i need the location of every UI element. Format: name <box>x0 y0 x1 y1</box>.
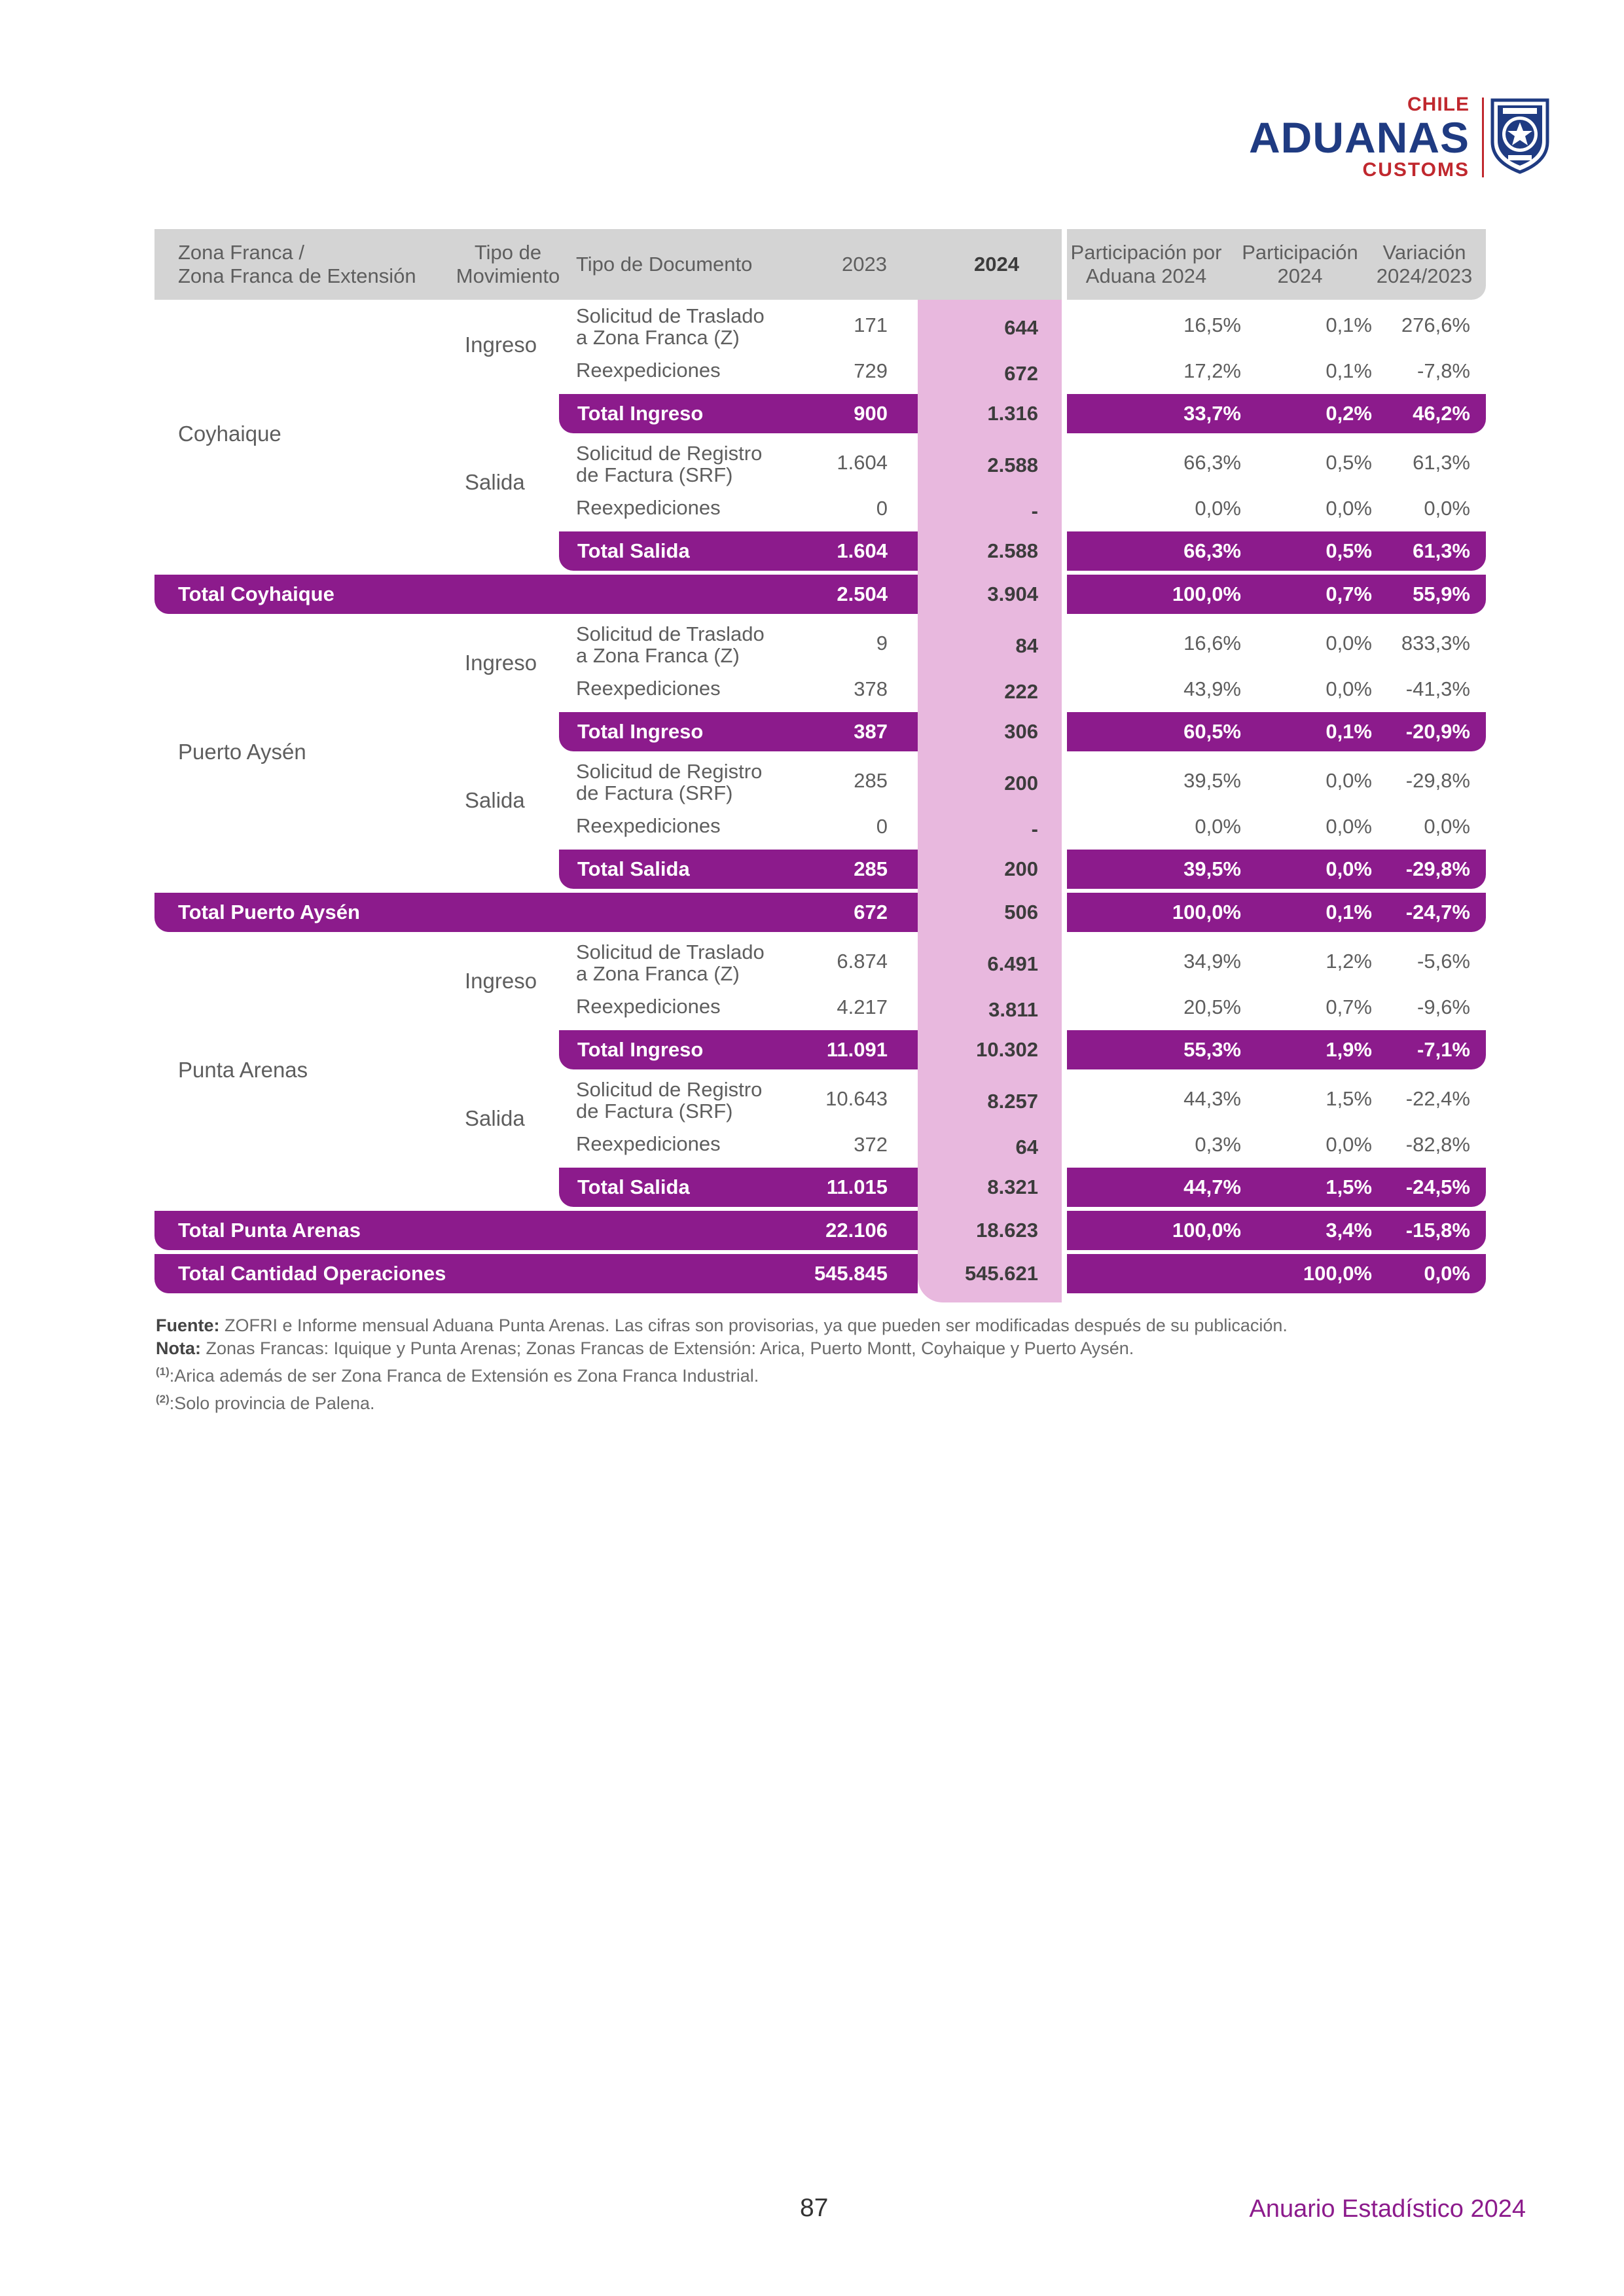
movement-total-row-label: Total Ingreso <box>577 402 704 425</box>
movement-total-row-participacion-aduana: 60,5% <box>1183 720 1241 743</box>
logo-chile: CHILE <box>1407 94 1470 115</box>
col-header-variacion-line2: 2024/2023 <box>1376 264 1473 287</box>
col-header-tipo-movimiento-line1: Tipo de <box>474 241 542 264</box>
doc-type-cell <box>576 996 721 1017</box>
note-nota <box>156 1337 1288 1360</box>
col-header-participacion-line2: 2024 <box>1277 264 1323 287</box>
zone-total-row-participacion: 0,7% <box>1326 583 1372 605</box>
footnote-2-mark: (2) <box>156 1393 170 1405</box>
movement-total-row-2024: 10.302 <box>976 1038 1038 1061</box>
value-2023: 285 <box>854 769 888 792</box>
movement-total-row-label: Total Salida <box>577 539 690 562</box>
value-2023: 1.604 <box>837 451 888 474</box>
col-header-variacion-line1: Variación <box>1382 241 1466 264</box>
movement-total-row-2023: 285 <box>854 857 888 880</box>
value-2024: 200 <box>1004 772 1038 795</box>
doc-type-line1: Reexpediciones <box>576 814 721 837</box>
value-participacion: 0,1% <box>1326 314 1372 336</box>
value-participacion: 0,0% <box>1326 632 1372 655</box>
movement-total-row-2024-cell <box>918 394 1062 433</box>
zone-total-row-participacion: 0,1% <box>1326 901 1372 924</box>
zone-total-row-right <box>1067 893 1486 932</box>
movement-label: Salida <box>465 1106 525 1130</box>
movement-total-row-participacion: 0,1% <box>1326 720 1372 743</box>
doc-type-cell <box>576 761 762 804</box>
doc-type-cell <box>576 1079 762 1122</box>
movement-total-row-left <box>559 712 918 751</box>
zone-total-row-variacion: 55,9% <box>1413 583 1470 605</box>
movement-total-row-left <box>559 1030 918 1069</box>
zone-total-row-2023: 672 <box>854 901 888 924</box>
year-2024-highlight-column <box>918 229 1062 1302</box>
zone-total-row-label: Total Punta Arenas <box>178 1219 361 1242</box>
movement-total-row-2024: 1.316 <box>987 402 1038 425</box>
doc-type-line2: de Factura (SRF) <box>576 463 733 486</box>
col-header-zona-line1: Zona Franca / <box>178 241 304 264</box>
value-2024: 222 <box>1004 680 1038 703</box>
value-participacion-aduana: 0,0% <box>1195 815 1241 838</box>
zone-total-row-label: Total Puerto Aysén <box>178 901 360 924</box>
value-2023: 6.874 <box>837 950 888 973</box>
value-participacion: 0,7% <box>1326 996 1372 1018</box>
value-participacion: 0,0% <box>1326 769 1372 792</box>
operations-table <box>154 229 1486 1302</box>
zone-total-row-label: Total Coyhaique <box>178 583 334 605</box>
value-participacion: 0,1% <box>1326 359 1372 382</box>
movement-total-row-label: Total Ingreso <box>577 1038 704 1061</box>
doc-type-line1: Solicitud de Traslado <box>576 941 765 963</box>
logo-wordmark <box>1249 95 1470 180</box>
value-2023: 10.643 <box>825 1087 888 1110</box>
movement-total-row-2024-cell <box>918 1168 1062 1207</box>
footnote-2-text: :Solo provincia de Palena. <box>169 1393 375 1413</box>
value-2024: - <box>1031 499 1038 522</box>
movement-total-row-variacion: -7,1% <box>1417 1038 1470 1061</box>
aduanas-logo <box>1231 95 1571 180</box>
movement-total-row-participacion-aduana: 33,7% <box>1183 402 1241 425</box>
movement-label: Ingreso <box>465 651 537 675</box>
value-variacion: -5,6% <box>1417 950 1470 973</box>
value-2023: 9 <box>876 632 888 655</box>
zone-total-row-right <box>1067 575 1486 614</box>
movement-total-row-variacion: 46,2% <box>1413 402 1470 425</box>
value-2024: 3.811 <box>988 998 1038 1021</box>
movement-total-row-left <box>559 850 918 889</box>
doc-type-line2: a Zona Franca (Z) <box>576 644 740 667</box>
movement-total-row-right <box>1067 1030 1486 1069</box>
movement-total-row-participacion: 0,2% <box>1326 402 1372 425</box>
movement-total-row-left <box>559 1168 918 1207</box>
value-participacion-aduana: 0,0% <box>1195 497 1241 520</box>
movement-total-row-participacion: 1,9% <box>1326 1038 1372 1061</box>
zone-total-row-variacion: -15,8% <box>1405 1219 1470 1242</box>
value-2023: 729 <box>854 359 888 382</box>
value-variacion: 0,0% <box>1424 815 1470 838</box>
zone-label: Punta Arenas <box>178 1058 308 1082</box>
logo-customs: CUSTOMS <box>1362 159 1470 181</box>
movement-total-row-right <box>1067 850 1486 889</box>
movement-total-row-2023: 11.015 <box>826 1175 888 1198</box>
value-variacion: 61,3% <box>1413 451 1470 474</box>
zone-total-row-2024-cell <box>918 893 1062 932</box>
value-participacion-aduana: 39,5% <box>1183 769 1241 792</box>
col-header-tipo-documento: Tipo de Documento <box>576 253 753 276</box>
movement-total-row-label: Total Ingreso <box>577 720 704 743</box>
value-participacion-aduana: 66,3% <box>1183 451 1241 474</box>
doc-type-line2: de Factura (SRF) <box>576 781 733 804</box>
doc-type-cell <box>576 497 721 518</box>
value-variacion: -9,6% <box>1417 996 1470 1018</box>
col-header-participacion-aduana-line2: Aduana 2024 <box>1085 264 1207 287</box>
movement-total-row-2024: 200 <box>1004 857 1038 880</box>
zone-total-row-left <box>154 893 918 932</box>
doc-type-line1: Reexpediciones <box>576 677 721 700</box>
value-participacion-aduana: 16,6% <box>1183 632 1241 655</box>
value-participacion-aduana: 34,9% <box>1183 950 1241 973</box>
value-participacion: 0,5% <box>1326 451 1372 474</box>
zone-total-row-2023: 2.504 <box>837 583 888 605</box>
note-footnote-2 <box>156 1388 1288 1415</box>
doc-type-line2: a Zona Franca (Z) <box>576 326 740 349</box>
doc-type-line1: Reexpediciones <box>576 1132 721 1155</box>
zone-label: Puerto Aysén <box>178 740 306 764</box>
movement-total-row-participacion: 0,5% <box>1326 539 1372 562</box>
movement-total-row-2024-cell <box>918 1030 1062 1069</box>
zone-total-row-2024: 18.623 <box>976 1219 1038 1242</box>
note-fuente-label: Fuente: <box>156 1316 220 1335</box>
value-participacion: 0,0% <box>1326 677 1372 700</box>
note-fuente-text: ZOFRI e Informe mensual Aduana Punta Arenas. Las cifras son provisorias, ya que pueden ser modificadas después de su publicación. <box>219 1316 1288 1335</box>
doc-type-cell <box>576 1133 721 1155</box>
doc-type-line1: Solicitud de Registro <box>576 760 763 783</box>
doc-type-line2: de Factura (SRF) <box>576 1100 733 1122</box>
value-variacion: -7,8% <box>1417 359 1470 382</box>
zone-total-row-left <box>154 1211 918 1250</box>
movement-total-row-2024: 306 <box>1004 720 1038 743</box>
movement-total-row-left <box>559 394 918 433</box>
movement-total-row-2024-cell <box>918 531 1062 571</box>
doc-type-cell <box>576 677 721 699</box>
movement-total-row-right <box>1067 712 1486 751</box>
col-header-zona-line2: Zona Franca de Extensión <box>178 264 416 287</box>
value-2023: 0 <box>876 497 888 520</box>
value-2024: 84 <box>1015 634 1038 657</box>
doc-type-cell <box>576 359 721 381</box>
grand-total-row-left <box>154 1254 918 1293</box>
value-2024: 644 <box>1004 316 1038 339</box>
movement-label: Ingreso <box>465 969 537 993</box>
col-header-zona <box>178 241 416 288</box>
value-participacion-aduana: 17,2% <box>1183 359 1241 382</box>
doc-type-line1: Solicitud de Traslado <box>576 622 765 645</box>
col-header-variacion <box>1359 241 1490 288</box>
grand-total-row-participacion: 100,0% <box>1303 1262 1372 1285</box>
value-2024: 2.588 <box>987 454 1038 476</box>
value-2023: 0 <box>876 815 888 838</box>
value-variacion: 833,3% <box>1401 632 1470 655</box>
col-header-participacion-aduana-line1: Participación por <box>1070 241 1222 264</box>
zone-total-row-right <box>1067 1211 1486 1250</box>
value-participacion-aduana: 16,5% <box>1183 314 1241 336</box>
doc-type-line1: Solicitud de Traslado <box>576 304 765 327</box>
doc-type-line1: Reexpediciones <box>576 995 721 1018</box>
movement-total-row-2024: 8.321 <box>987 1175 1038 1198</box>
value-participacion-aduana: 20,5% <box>1183 996 1241 1018</box>
grand-total-row-2024-cell <box>918 1254 1062 1293</box>
movement-total-row-2024-cell <box>918 712 1062 751</box>
value-2024: 6.491 <box>987 952 1038 975</box>
yearbook-title: Anuario Estadístico 2024 <box>1249 2195 1526 2223</box>
movement-total-row-participacion-aduana: 55,3% <box>1183 1038 1241 1061</box>
col-header-2023: 2023 <box>842 253 887 276</box>
movement-total-row-2024: 2.588 <box>987 539 1038 562</box>
col-header-participacion-line1: Participación <box>1242 241 1358 264</box>
zone-total-row-participacion-aduana: 100,0% <box>1172 1219 1241 1242</box>
logo-aduanas: ADUANAS <box>1249 113 1470 162</box>
value-variacion: 0,0% <box>1424 497 1470 520</box>
note-fuente <box>156 1314 1288 1337</box>
doc-type-cell <box>576 305 765 348</box>
value-participacion: 1,5% <box>1326 1087 1372 1110</box>
grand-total-row-label: Total Cantidad Operaciones <box>178 1262 446 1285</box>
value-variacion: -41,3% <box>1405 677 1470 700</box>
footnote-1-text: :Arica además de ser Zona Franca de Extensión es Zona Franca Industrial. <box>169 1366 759 1386</box>
movement-total-row-right <box>1067 394 1486 433</box>
movement-total-row-participacion-aduana: 66,3% <box>1183 539 1241 562</box>
value-2024: 672 <box>1004 362 1038 385</box>
col-header-participacion <box>1228 241 1372 288</box>
movement-total-row-left <box>559 531 918 571</box>
value-participacion-aduana: 43,9% <box>1183 677 1241 700</box>
value-participacion: 0,0% <box>1326 1133 1372 1156</box>
movement-label: Salida <box>465 788 525 812</box>
zone-total-row-2024-cell <box>918 575 1062 614</box>
movement-total-row-variacion: -20,9% <box>1405 720 1470 743</box>
movement-total-row-variacion: -29,8% <box>1405 857 1470 880</box>
movement-total-row-variacion: 61,3% <box>1413 539 1470 562</box>
value-2024: 8.257 <box>987 1090 1038 1113</box>
col-header-tipo-movimiento-line2: Movimiento <box>456 264 560 287</box>
movement-total-row-label: Total Salida <box>577 857 690 880</box>
zone-total-row-2024: 3.904 <box>987 583 1038 605</box>
movement-total-row-2023: 387 <box>854 720 888 743</box>
doc-type-cell <box>576 623 765 666</box>
value-participacion: 0,0% <box>1326 497 1372 520</box>
movement-label: Salida <box>465 470 525 494</box>
value-variacion: 276,6% <box>1401 314 1470 336</box>
value-2023: 4.217 <box>837 996 888 1018</box>
zone-total-row-left <box>154 575 918 614</box>
col-header-tipo-movimiento <box>442 241 573 288</box>
page-number: 87 <box>800 2194 829 2222</box>
table-notes <box>156 1314 1288 1415</box>
col-header-participacion-aduana <box>1051 241 1241 288</box>
movement-total-row-variacion: -24,5% <box>1405 1175 1470 1198</box>
zone-label: Coyhaique <box>178 422 281 446</box>
value-variacion: -82,8% <box>1405 1133 1470 1156</box>
movement-total-row-right <box>1067 1168 1486 1207</box>
movement-total-row-participacion-aduana: 44,7% <box>1183 1175 1241 1198</box>
value-2023: 372 <box>854 1133 888 1156</box>
note-nota-label: Nota: <box>156 1338 201 1358</box>
grand-total-row-2024: 545.621 <box>964 1262 1038 1285</box>
grand-total-row-variacion: 0,0% <box>1424 1262 1470 1285</box>
doc-type-cell <box>576 815 721 836</box>
zone-total-row-2024-cell <box>918 1211 1062 1250</box>
note-nota-text: Zonas Francas: Iquique y Punta Arenas; Zonas Francas de Extensión: Arica, Puerto Montt, Coyhaique y Puerto Aysén. <box>201 1338 1134 1358</box>
value-participacion: 1,2% <box>1326 950 1372 973</box>
note-footnote-1 <box>156 1360 1288 1388</box>
shield-badge-icon <box>1489 96 1551 175</box>
value-participacion-aduana: 44,3% <box>1183 1087 1241 1110</box>
movement-total-row-participacion: 0,0% <box>1326 857 1372 880</box>
movement-total-row-2023: 11.091 <box>826 1038 888 1061</box>
doc-type-line1: Reexpediciones <box>576 496 721 519</box>
col-header-2024: 2024 <box>974 253 1019 276</box>
doc-type-line1: Solicitud de Registro <box>576 1078 763 1101</box>
footnote-1-mark: (1) <box>156 1365 170 1378</box>
grand-total-row-2023: 545.845 <box>814 1262 888 1285</box>
doc-type-line1: Solicitud de Registro <box>576 442 763 465</box>
value-2023: 378 <box>854 677 888 700</box>
zone-total-row-participacion-aduana: 100,0% <box>1172 583 1241 605</box>
movement-total-row-participacion-aduana: 39,5% <box>1183 857 1241 880</box>
zone-total-row-2024: 506 <box>1004 901 1038 924</box>
doc-type-cell <box>576 941 765 984</box>
zone-total-row-participacion: 3,4% <box>1326 1219 1372 1242</box>
movement-label: Ingreso <box>465 332 537 357</box>
zone-total-row-participacion-aduana: 100,0% <box>1172 901 1241 924</box>
movement-total-row-participacion: 1,5% <box>1326 1175 1372 1198</box>
zone-total-row-variacion: -24,7% <box>1405 901 1470 924</box>
value-2024: 64 <box>1015 1136 1038 1158</box>
value-variacion: -22,4% <box>1405 1087 1470 1110</box>
doc-type-cell <box>576 442 762 486</box>
movement-total-row-2024-cell <box>918 850 1062 889</box>
value-2023: 171 <box>854 314 888 336</box>
value-variacion: -29,8% <box>1405 769 1470 792</box>
movement-total-row-2023: 900 <box>854 402 888 425</box>
grand-total-row-right <box>1067 1254 1486 1293</box>
value-participacion: 0,0% <box>1326 815 1372 838</box>
doc-type-line1: Reexpediciones <box>576 359 721 382</box>
movement-total-row-right <box>1067 531 1486 571</box>
value-2024: - <box>1031 817 1038 840</box>
zone-total-row-2023: 22.106 <box>825 1219 888 1242</box>
value-participacion-aduana: 0,3% <box>1195 1133 1241 1156</box>
logo-divider <box>1482 98 1484 177</box>
movement-total-row-label: Total Salida <box>577 1175 690 1198</box>
doc-type-line2: a Zona Franca (Z) <box>576 962 740 985</box>
movement-total-row-2023: 1.604 <box>837 539 888 562</box>
